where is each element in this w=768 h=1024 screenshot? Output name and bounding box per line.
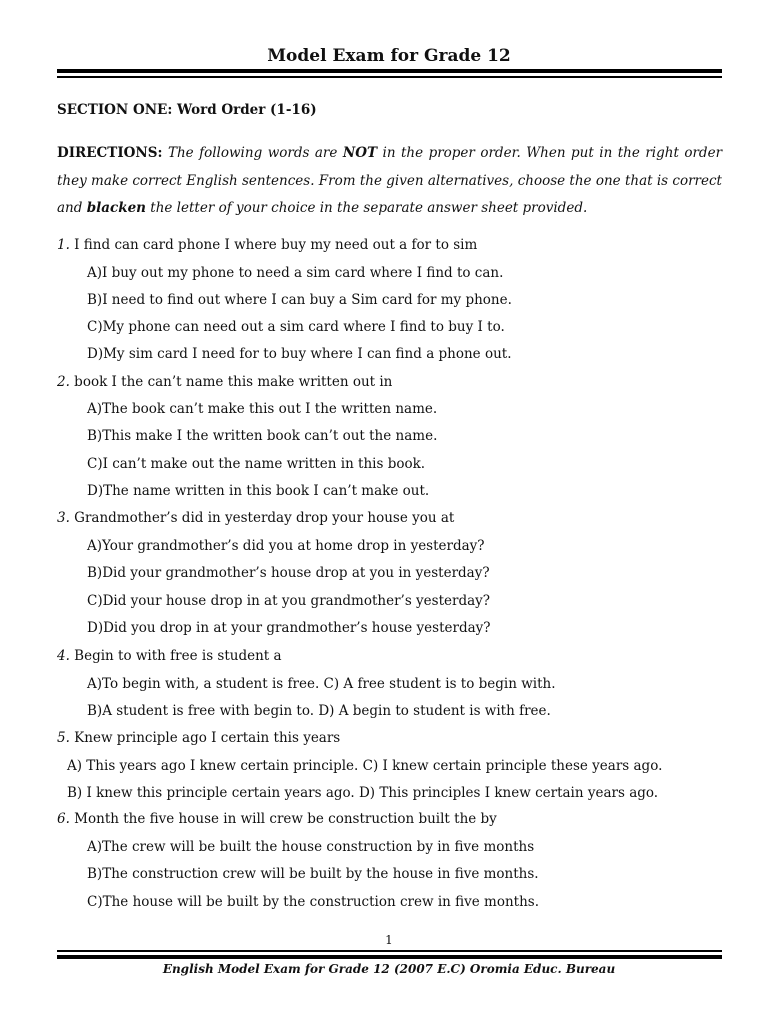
answer-option: D)Did you drop in at your grandmother’s house yesterday? xyxy=(87,620,491,636)
answer-option: B)I need to find out where I can buy a Sim card for my phone. xyxy=(87,292,512,308)
question-stem xyxy=(57,237,477,253)
answer-option: C)Did your house drop in at you grandmother’s yesterday? xyxy=(87,593,491,609)
footer-rule-thick xyxy=(57,955,722,959)
question-stem xyxy=(57,510,454,526)
question-stem xyxy=(57,730,340,746)
answer-option: A)Your grandmother’s did you at home drop in yesterday? xyxy=(87,538,485,554)
directions-label: DIRECTIONS: xyxy=(57,145,163,161)
question-text: Grandmother’s did in yesterday drop your house you at xyxy=(69,510,455,526)
question-stem xyxy=(57,648,282,664)
directions-paragraph xyxy=(57,140,722,223)
directions-text: The following words are xyxy=(167,145,338,161)
page-title: Model Exam for Grade 12 xyxy=(267,46,511,66)
answer-option: B)This make I the written book can’t out the name. xyxy=(87,428,438,444)
answer-option: A)To begin with, a student is free. C) A free student is to begin with. xyxy=(87,676,556,692)
directions-text: in the proper order. When put in the right order they make correct English sentences. From the given alternatives, choose the one that is correct and xyxy=(57,145,723,216)
question-number: 4. xyxy=(57,648,70,664)
answer-option: B) I knew this principle certain years ago. D) This principles I knew certain years ago. xyxy=(67,785,659,801)
answer-option: D)My sim card I need for to buy where I can find a phone out. xyxy=(87,346,512,362)
header-rule-thin xyxy=(57,76,722,78)
question-number: 6. xyxy=(57,811,70,827)
question-text: I find can card phone I where buy my need out a for to sim xyxy=(69,237,478,253)
header-rule-thick xyxy=(57,69,722,73)
answer-option: A)I buy out my phone to need a sim card where I find to can. xyxy=(87,265,504,281)
question-number: 2. xyxy=(57,374,70,390)
answer-option: B)The construction crew will be built by the house in five months. xyxy=(87,866,539,882)
question-number: 5. xyxy=(57,730,70,746)
question-text: book I the can’t name this make written out in xyxy=(69,374,393,390)
section-heading: SECTION ONE: Word Order (1-16) xyxy=(57,102,317,118)
question-text: Begin to with free is student a xyxy=(69,648,282,664)
answer-option: A) This years ago I knew certain principle. C) I knew certain principle these years ago. xyxy=(67,758,663,774)
answer-option: B)Did your grandmother’s house drop at you in yesterday? xyxy=(87,565,490,581)
footer-rule-thin xyxy=(57,950,722,952)
answer-option: C)My phone can need out a sim card where I find to buy I to. xyxy=(87,319,505,335)
directions-emphasis-blacken: blacken xyxy=(86,200,146,216)
answer-option: A)The crew will be built the house construction by in five months xyxy=(87,839,535,855)
question-text: Month the five house in will crew be construction built the by xyxy=(69,811,497,827)
question-text: Knew principle ago I certain this years xyxy=(69,730,341,746)
answer-option: C)I can’t make out the name written in this book. xyxy=(87,456,426,472)
question-number: 3. xyxy=(57,510,70,526)
page-number: 1 xyxy=(385,933,393,947)
question-number: 1. xyxy=(57,237,70,253)
answer-option: B)A student is free with begin to. D) A begin to student is with free. xyxy=(87,703,551,719)
question-stem xyxy=(57,374,392,390)
question-stem xyxy=(57,811,497,827)
footer-text: English Model Exam for Grade 12 (2007 E.C) Oromia Educ. Bureau xyxy=(162,962,616,976)
directions-emphasis-not: NOT xyxy=(342,145,378,161)
answer-option: A)The book can’t make this out I the written name. xyxy=(87,401,438,417)
answer-option: D)The name written in this book I can’t make out. xyxy=(87,483,430,499)
directions-text: the letter of your choice in the separate answer sheet provided. xyxy=(150,200,588,216)
answer-option: C)The house will be built by the construction crew in five months. xyxy=(87,894,539,910)
